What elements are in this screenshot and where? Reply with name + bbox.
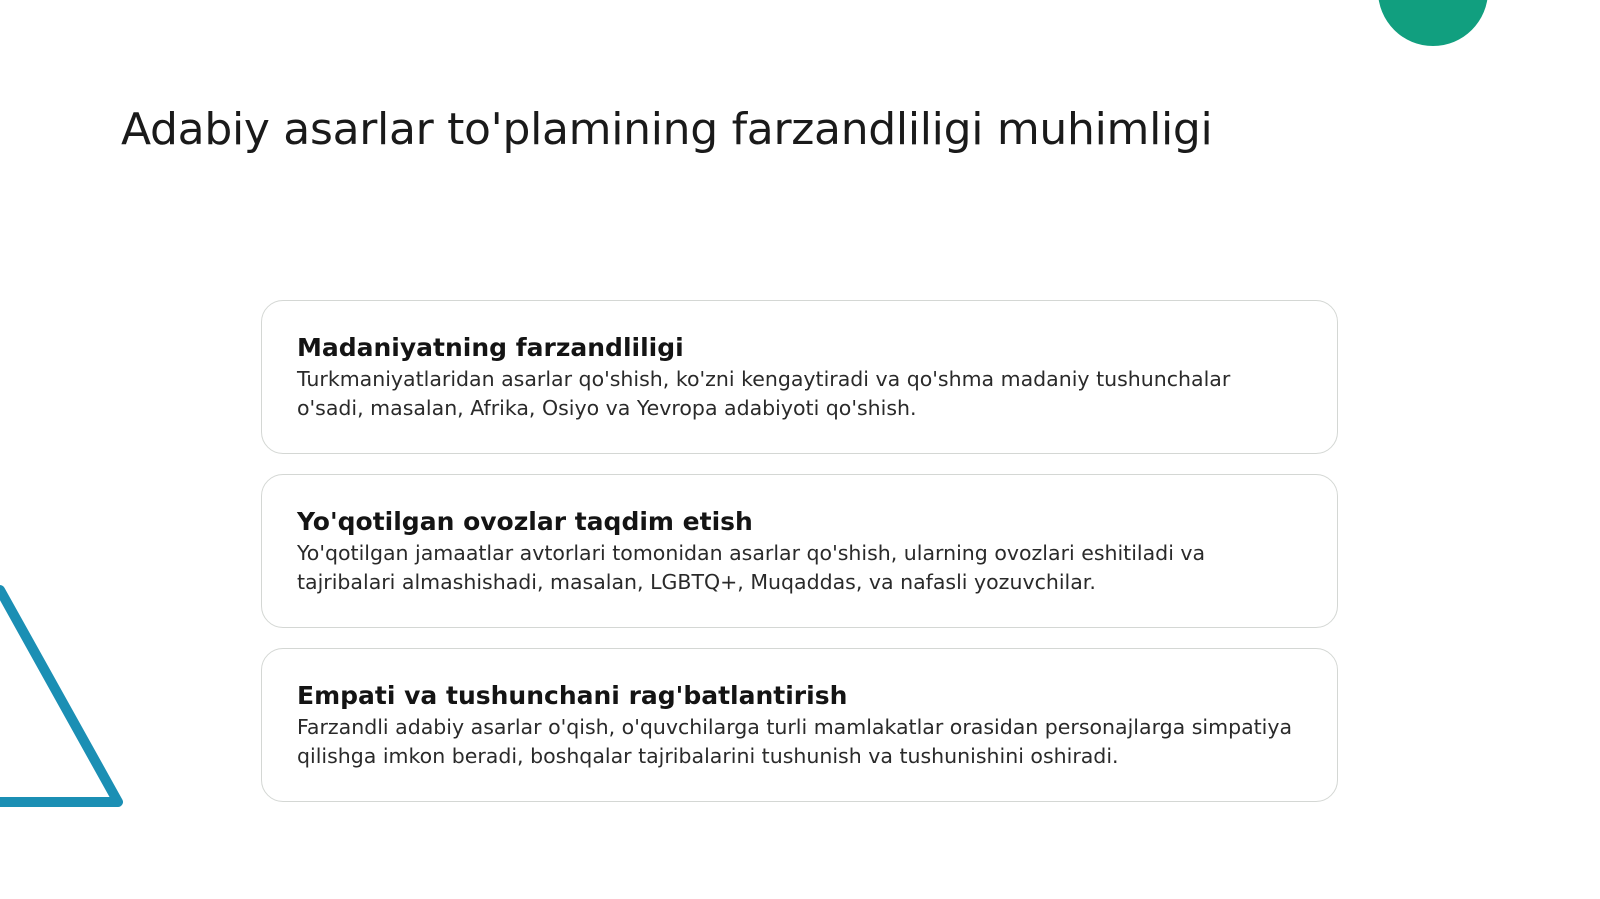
decorative-green-circle bbox=[1378, 0, 1488, 46]
slide-title: Adabiy asarlar to'plamining farzandliligi muhimligi bbox=[121, 104, 1213, 155]
info-card-culture bbox=[261, 300, 1338, 454]
card-text: Yo'qotilgan jamaatlar avtorlari tomonidan asarlar qo'shish, ularning ovozlari eshitiladi va tajribalari almashishadi, masalan, LGBTQ+, Muqaddas, va nafasli yozuvchilar. bbox=[297, 541, 1206, 594]
triangle-stroke bbox=[0, 590, 118, 802]
card-text: Farzandli adabiy asarlar o'qish, o'quvchilarga turli mamlakatlar orasidan personajlarga simpatiya qilishga imkon beradi, boshqalar tajribalarini tushunish va tushunishini oshiradi. bbox=[297, 715, 1293, 768]
card-heading: Madaniyatning farzandliligi bbox=[297, 333, 684, 362]
card-text: Turkmaniyatlaridan asarlar qo'shish, ko'zni kengaytiradi va qo'shma madaniy tushunchalar o'sadi, masalan, Afrika, Osiyo va Yevropa adabiyoti qo'shish. bbox=[297, 367, 1231, 420]
info-card-empathy bbox=[261, 648, 1338, 802]
card-heading: Empati va tushunchani rag'batlantirish bbox=[297, 681, 848, 710]
info-card-voices bbox=[261, 474, 1338, 628]
card-heading: Yo'qotilgan ovozlar taqdim etish bbox=[297, 507, 753, 536]
